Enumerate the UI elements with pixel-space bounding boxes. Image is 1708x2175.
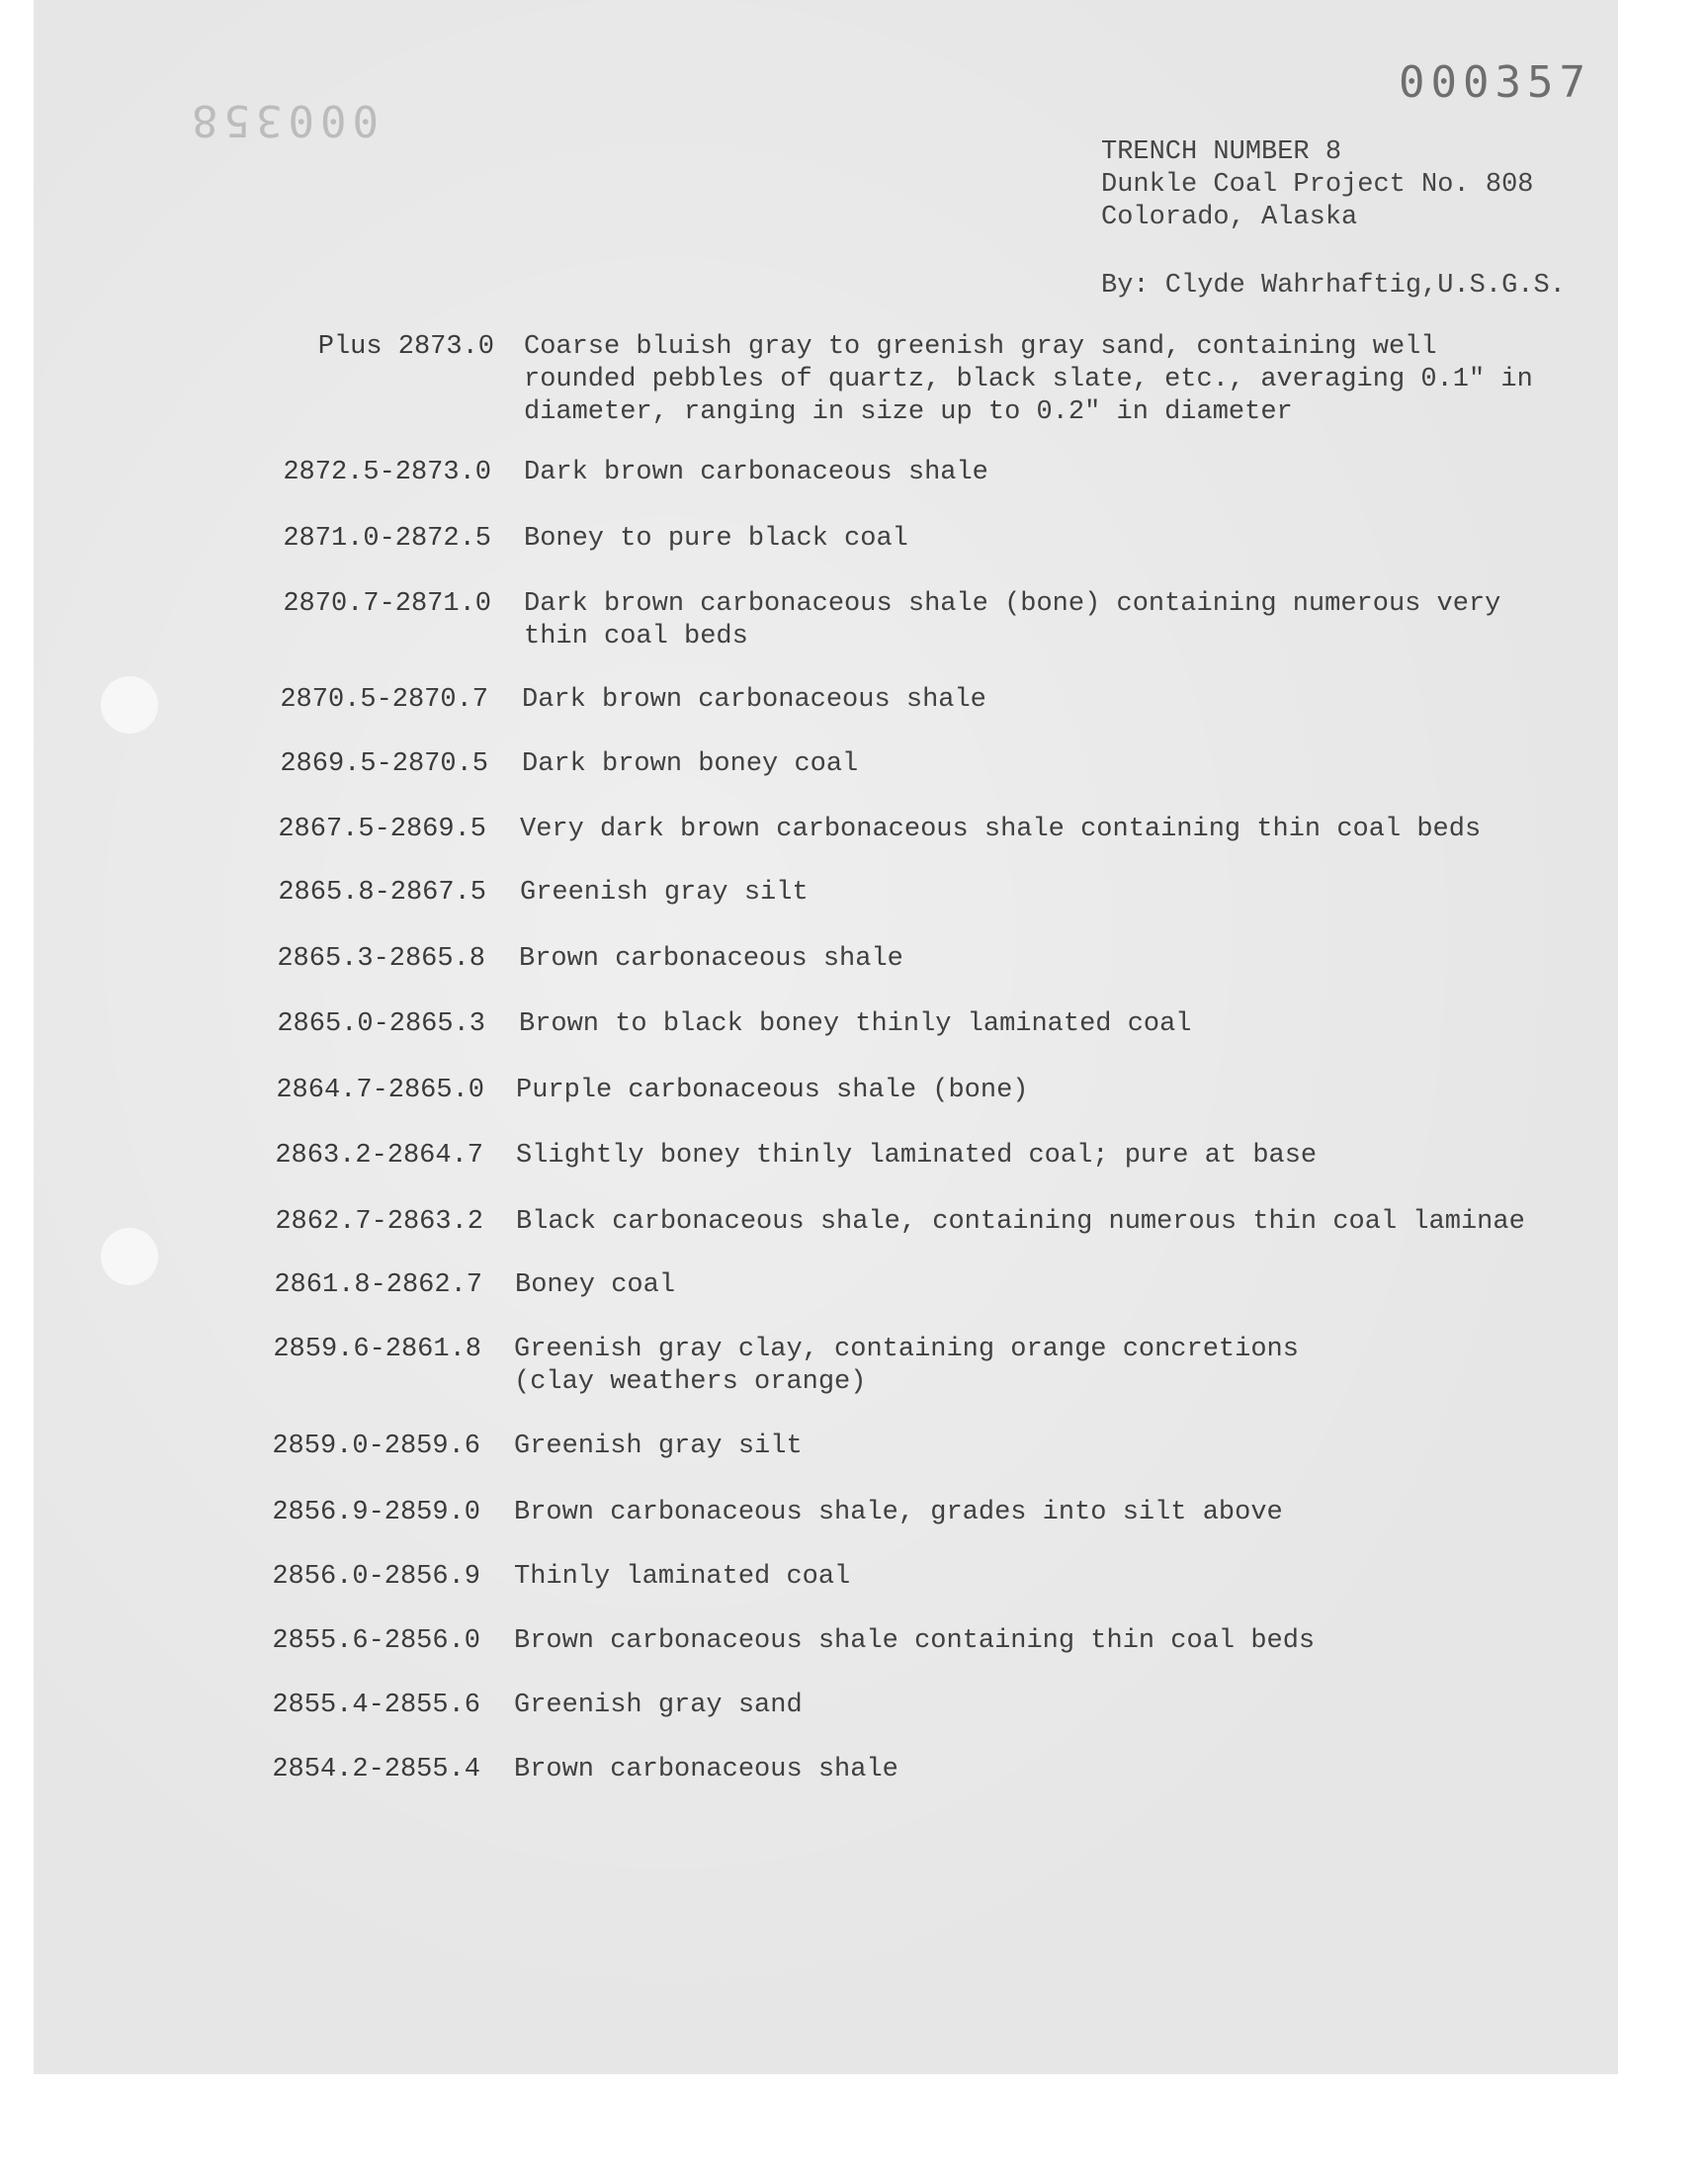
layer-description: Slightly boney thinly laminated coal; pure at base xyxy=(516,1141,1318,1171)
layer-description: Very dark brown carbonaceous shale containing thin coal beds xyxy=(520,815,1482,844)
layer-description: Brown carbonaceous shale xyxy=(519,944,903,974)
layer-description: Boney to pure black coal xyxy=(524,524,908,554)
layer-description: Thinly laminated coal xyxy=(514,1562,851,1592)
depth-range: 2867.5-2869.5 xyxy=(278,815,486,844)
depth-range: 2856.0-2856.9 xyxy=(272,1562,480,1592)
document-header xyxy=(1101,136,1533,234)
depth-range: 2856.9-2859.0 xyxy=(272,1498,480,1527)
layer-description: Dark brown carbonaceous shale xyxy=(522,685,986,715)
depth-range: 2859.0-2859.6 xyxy=(272,1432,480,1461)
layer-description: Greenish gray sand xyxy=(514,1691,803,1720)
layer-description: Dark brown carbonaceous shale xyxy=(524,458,988,487)
layer-description: Greenish gray clay, containing orange concretions (clay weathers orange) xyxy=(514,1335,1299,1397)
depth-range: 2864.7-2865.0 xyxy=(276,1076,484,1105)
depth-range: 2861.8-2862.7 xyxy=(274,1270,482,1300)
depth-range: 2854.2-2855.4 xyxy=(272,1755,480,1784)
depth-range: 2870.5-2870.7 xyxy=(280,685,488,715)
layer-description: Dark brown carbonaceous shale (bone) containing numerous very thin coal beds xyxy=(524,589,1501,652)
layer-description: Boney coal xyxy=(515,1270,676,1300)
layer-description: Brown carbonaceous shale containing thin coal beds xyxy=(514,1626,1316,1656)
depth-range: 2865.3-2865.8 xyxy=(277,944,485,974)
punch-hole-bottom xyxy=(101,1228,158,1285)
layer-description: Purple carbonaceous shale (bone) xyxy=(516,1076,1029,1105)
depth-range: 2872.5-2873.0 xyxy=(283,458,491,487)
depth-range: Plus 2873.0 xyxy=(317,332,494,362)
depth-range: 2863.2-2864.7 xyxy=(275,1141,483,1171)
author-line: By: Clyde Wahrhaftig,U.S.G.S. xyxy=(1101,271,1566,301)
depth-range: 2869.5-2870.5 xyxy=(280,749,488,779)
layer-description: Dark brown boney coal xyxy=(522,749,859,779)
depth-range: 2855.6-2856.0 xyxy=(272,1626,480,1656)
depth-range: 2870.7-2871.0 xyxy=(283,589,491,619)
trench-title: TRENCH NUMBER 8 xyxy=(1101,137,1342,167)
punch-hole-top xyxy=(101,676,158,734)
layer-description: Black carbonaceous shale, containing numerous thin coal laminae xyxy=(516,1207,1525,1237)
depth-range: 2859.6-2861.8 xyxy=(273,1335,481,1364)
depth-range: 2865.0-2865.3 xyxy=(277,1009,485,1039)
layer-description: Brown carbonaceous shale xyxy=(514,1755,898,1784)
depth-range: 2855.4-2855.6 xyxy=(272,1691,480,1720)
layer-description: Brown carbonaceous shale, grades into silt above xyxy=(514,1498,1283,1527)
depth-range: 2871.0-2872.5 xyxy=(283,524,491,554)
layer-description: Greenish gray silt xyxy=(514,1432,803,1461)
layer-description: Brown to black boney thinly laminated coal xyxy=(519,1009,1192,1039)
bleed-through-document-number: 000358 xyxy=(186,95,379,145)
layer-description: Coarse bluish gray to greenish gray sand, containing well rounded pebbles of quartz, black slate, etc., averaging 0.1" in diameter, ranging in size up to 0.2" in diameter xyxy=(524,332,1533,427)
project-name: Dunkle Coal Project No. 808 xyxy=(1101,170,1534,200)
document-number: 000357 xyxy=(1399,57,1591,108)
depth-range: 2865.8-2867.5 xyxy=(278,878,486,908)
depth-range: 2862.7-2863.2 xyxy=(275,1207,483,1237)
layer-description: Greenish gray silt xyxy=(520,878,809,908)
project-location: Colorado, Alaska xyxy=(1101,203,1358,232)
